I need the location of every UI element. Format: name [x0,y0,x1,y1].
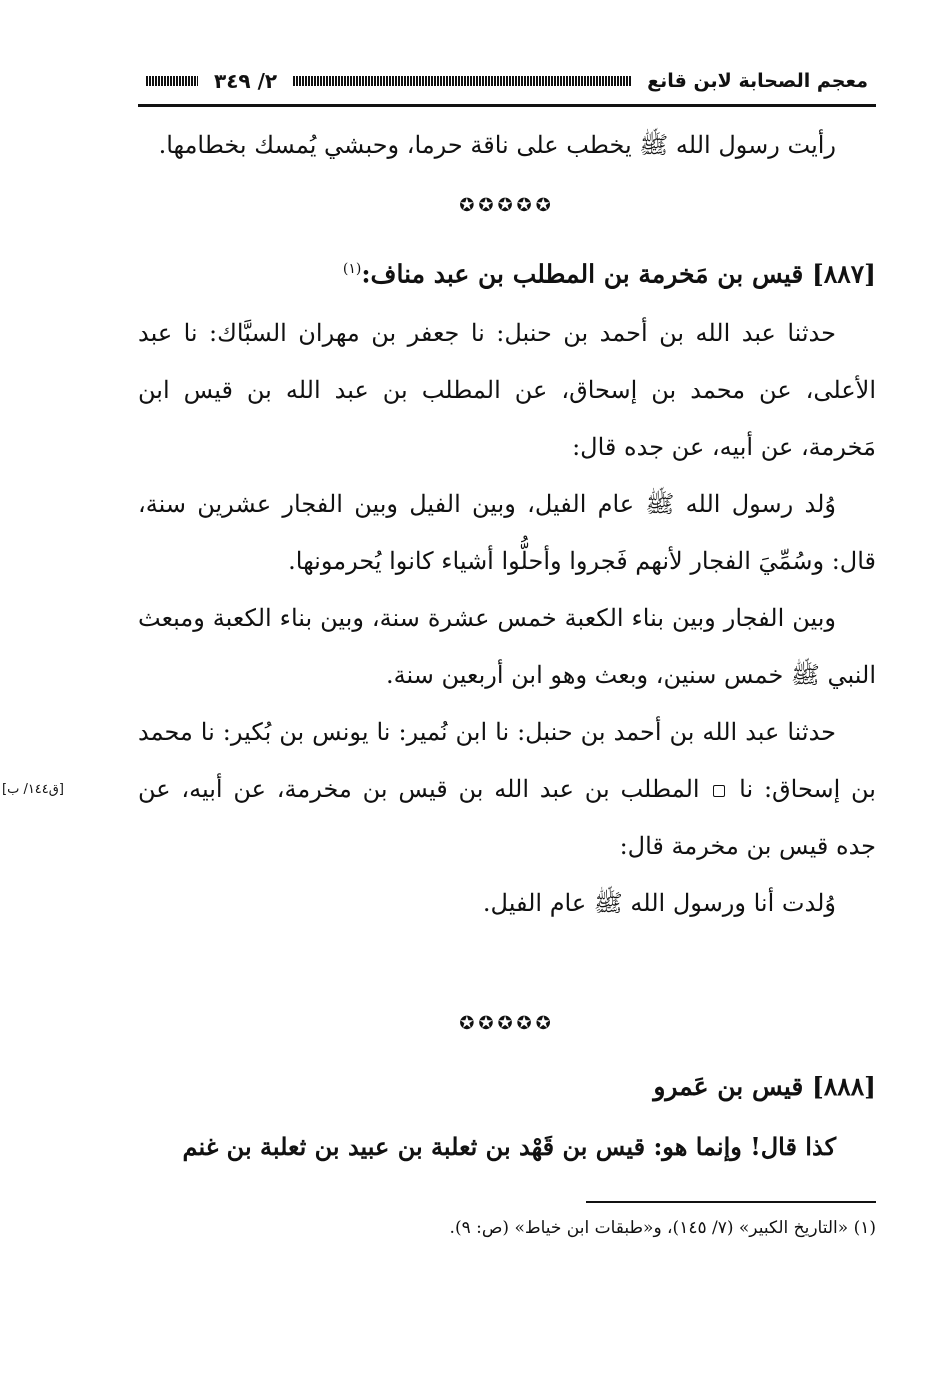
running-header [138,58,876,107]
entry-heading-887-text: [٨٨٧] قيس بن مَخرمة بن المطلب بن عبد مناف: [361,259,876,289]
paragraph-3: وُلد رسول الله ﷺ عام الفيل، وبين الفيل وبين الفجار عشرين سنة، قال: وسُمِّيَ الفجار لأنهم فَجروا وأحلُّوا أشياء كانوا يُحرمونها. [138,490,876,576]
footnote-ref-1[interactable]: (١) [342,261,362,277]
paragraph-2: حدثنا عبد الله بن أحمد بن حنبل: نا جعفر بن مهران السبَّاك: نا عبد الأعلى، عن محمد بن إسحاق، عن المطلب بن عبد الله بن قيس ابن مَخرمة، عن أبيه، عن جده قال: [138,319,876,462]
manuscript-folio-marker-icon [713,785,725,797]
header-ornament-bar-end [146,76,198,86]
book-page [2,58,876,1358]
paragraph-6: وُلدت أنا ورسول الله ﷺ عام الفيل. [482,889,836,918]
paragraph-7: كذا قال! وإنما هو: قيس بن قَهْد بن ثعلبة بن عبيد بن ثعلبة بن غنم [182,1132,836,1162]
paragraph-4: وبين الفجار وبين بناء الكعبة خمس عشرة سنة، وبين بناء الكعبة ومبعث النبي ﷺ خمس سنين، وبعث وهو ابن أربعين سنة. [138,604,876,690]
section-divider-2: ✪✪✪✪✪ [459,1013,555,1035]
paragraph-5-part-a: حدثنا عبد الله بن أحمد بن حنبل: نا ابن نُمير: نا يونس بن بُكير: نا محمد بن إسحاق: نا [138,718,876,804]
header-ornament-bar [293,76,631,86]
paragraph-5-part-b: المطلب بن عبد الله بن قيس بن مخرمة، عن أبيه، عن جده قيس بن مخرمة قال: [138,775,876,861]
footnote-separator [586,1201,876,1203]
entry-heading-888: [٨٨٨] قيس بن عَمرو [653,1072,876,1102]
paragraph-1: رأيت رسول الله ﷺ يخطب على ناقة حرما، وحبشي يُمسك بخطامها. [158,131,836,159]
footnote-1: (١) «التاريخ الكبير» (٧/ ١٤٥)، و«طبقات ابن خياط» (ص: ٩). [449,1218,876,1239]
manuscript-margin-note: [ق١٤٤/ ب] [2,782,64,798]
page-number: ٢/ ٣٤٩ [214,69,278,93]
section-divider: ✪✪✪✪✪ [459,195,555,216]
book-title: معجم الصحابة لابن قانع [647,70,868,92]
paragraph-5 [2,704,876,875]
spacer [138,932,876,992]
entry-heading-887 [138,238,876,305]
